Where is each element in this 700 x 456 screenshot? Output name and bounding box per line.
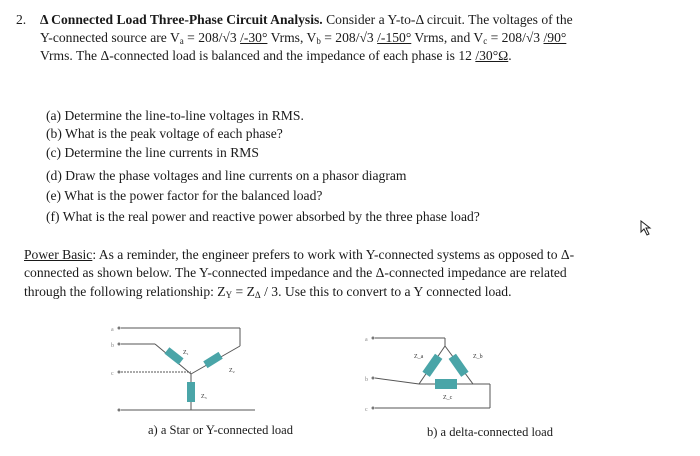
terminal-a-dot [118, 327, 121, 330]
text-fragment: = Z [232, 284, 255, 299]
terminal-a-label: a [111, 327, 114, 333]
terminal-b-label: b [365, 377, 368, 383]
power-basic-label: Power Basic [24, 247, 93, 262]
problem-number: 2. [16, 12, 27, 27]
cursor-icon [638, 220, 654, 238]
text-fragment: = 208/√3 [320, 30, 378, 45]
subscript: a [179, 36, 184, 46]
question-b: (b) What is the peak voltage of each phase? [46, 126, 283, 141]
question-f: (f) What is the real power and reactive power absorbed by the three phase load? [46, 209, 480, 224]
impedance-zc [435, 379, 457, 389]
terminal-c-label: c [365, 407, 368, 413]
impedance-zb [449, 354, 469, 377]
delta-load-diagram [365, 330, 495, 415]
text-fragment: Vrms, V [267, 30, 317, 45]
impedance-z3 [187, 382, 195, 402]
question-e: (e) What is the power factor for the balanced load? [46, 188, 323, 203]
problem-title: Δ Connected Load Three-Phase Circuit Analysis. [40, 12, 323, 27]
text-fragment: through the following relationship: Z [24, 284, 226, 299]
impedance-z2 [203, 352, 223, 368]
terminal-b-dot [118, 343, 121, 346]
terminal-n-dot [118, 409, 121, 412]
terminal-b-label: b [111, 343, 114, 349]
text-fragment: Vrms. The Δ-connected load is balanced and the impedance of each phase is 12 [40, 48, 476, 63]
impedance-za [422, 354, 442, 377]
impedance-value: /30°Ω [475, 48, 509, 63]
za-label: Z_a [414, 354, 424, 360]
problem-intro: Consider a Y-to-Δ circuit. The voltages of the [326, 12, 573, 27]
text-fragment: Vrms, and V [411, 30, 484, 45]
impedance-z1 [164, 347, 183, 364]
terminal-a-dot [372, 337, 375, 340]
terminal-b-dot [372, 377, 375, 380]
star-load-diagram [105, 318, 255, 418]
subscript: b [316, 36, 321, 46]
problem-line-3 [40, 47, 512, 65]
terminal-c-dot [372, 407, 375, 410]
question-d: (d) Draw the phase voltages and line currents on a phasor diagram [46, 168, 407, 183]
text-fragment: = 208/√3 [487, 30, 544, 45]
delta-caption: b) a delta-connected load [427, 425, 553, 439]
problem-line-1 [40, 11, 573, 29]
power-basic-line-1 [24, 246, 574, 264]
z1-label: Z₁ [183, 350, 189, 356]
angle-c: /90° [543, 30, 567, 45]
question-c: (c) Determine the line currents in RMS [46, 145, 259, 160]
terminal-a-label: a [365, 337, 368, 343]
z3-label: Z₃ [201, 394, 207, 400]
terminal-c-dot [118, 371, 121, 374]
angle-a: /-30° [240, 30, 268, 45]
wire-b [375, 378, 419, 384]
zb-label: Z_b [473, 354, 483, 360]
subscript: Y [225, 290, 233, 300]
power-basic-line-3 [24, 283, 512, 304]
angle-b: /-150° [377, 30, 412, 45]
power-basic-line-2: connected as shown below. The Y-connected impedance and the Δ-connected impedance are related [24, 265, 567, 280]
zc-label: Z_c [443, 395, 453, 401]
text-fragment: = 208/√3 [183, 30, 241, 45]
z2-label: Z₂ [229, 368, 235, 374]
text-fragment: / 3. Use this to convert to a Y connected load. [260, 284, 512, 299]
question-a: (a) Determine the line-to-line voltages in RMS. [46, 108, 304, 123]
subscript: Δ [254, 290, 261, 300]
terminal-c-label: c [111, 371, 114, 377]
star-caption: a) a Star or Y-connected load [148, 423, 293, 437]
text-fragment: Y-connected source are V [40, 30, 180, 45]
text-fragment: : As a reminder, the engineer prefers to work with Y-connected systems as opposed to Δ- [92, 247, 575, 262]
text-fragment: . [508, 48, 512, 63]
subscript: c [483, 36, 488, 46]
